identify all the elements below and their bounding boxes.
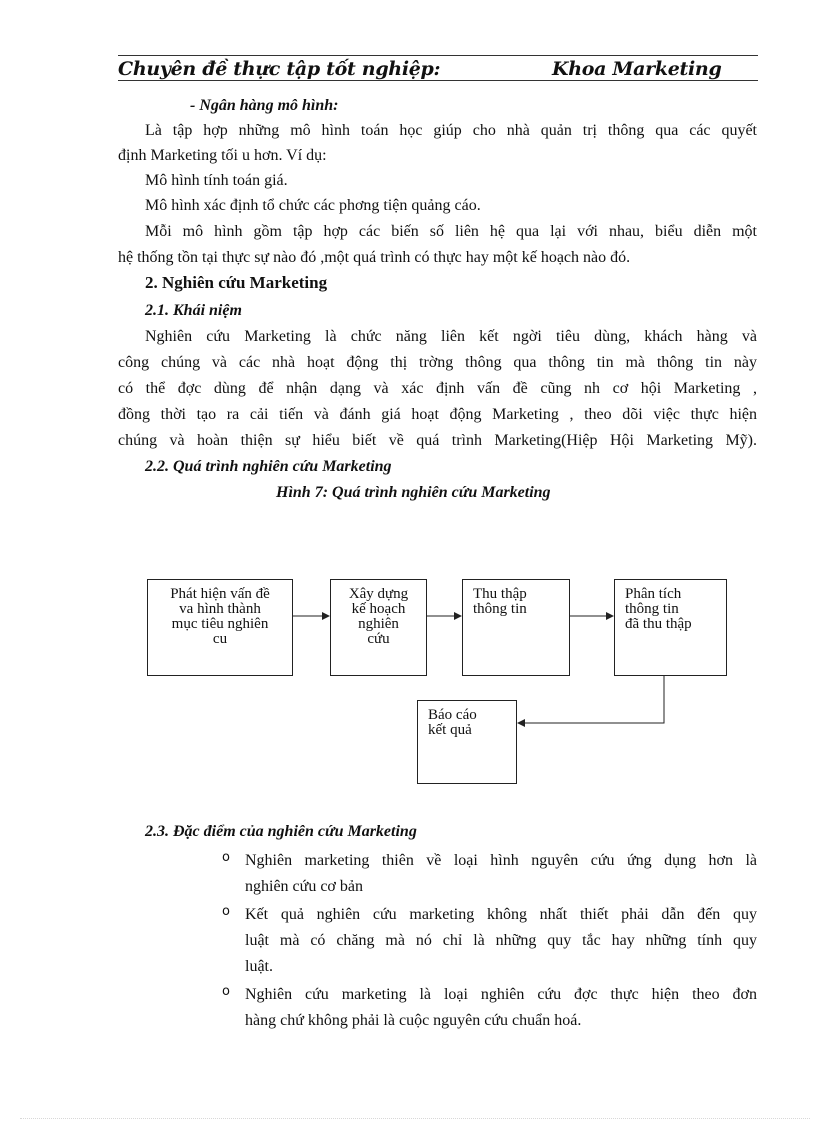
box4-line3: đã thu thập [625,616,692,632]
header-faculty: Khoa Marketing [552,58,722,80]
section-2-title: 2. Nghiên cứu Marketing [145,273,328,292]
model-bank-heading: - Ngân hàng mô hình: [190,97,339,114]
bullet-3-marker: o [222,984,230,999]
box2-line4: cứu [367,631,390,647]
bullet-2-marker: o [222,904,230,919]
section-2-3-title: 2.3. Đặc điểm của nghiên cứu Marketing [145,823,417,840]
section-2-1-line1: Nghiên cứu Marketing là chức năng liên kết ngời tiêu dùng, khách hàng và [145,328,757,345]
bullet-2-line3: luật. [245,958,273,975]
box3-line2: thông tin [473,601,527,617]
box5-line2: kết quả [428,722,472,738]
bullet-3-line2: hàng chứ không phải là cuộc nguyên cứu chuẩn hoá. [245,1012,582,1029]
box2-line3: nghiên [358,616,399,632]
bullet-1-line2: nghiên cứu cơ bản [245,878,363,895]
bullet-2-line1: Kết quả nghiên cứu marketing không nhất thiết phải dẫn đến quy [245,906,757,923]
page-bottom-dotted-edge [20,1118,810,1120]
box1-line1: Phát hiện vấn đề [170,586,270,602]
bullet-2-line2: luật mà có chăng mà nó chỉ là những quy tắc hay những tính quy [245,932,757,949]
box1-line2: va hình thành [179,601,261,617]
bullet-3-line1: Nghiên cứu marketing là loại nghiên cứu đợc thực hiện theo đơn [245,986,757,1003]
model-bank-para1-line2: định Marketing tối u hơn. Ví dụ: [118,147,327,164]
section-2-1-title: 2.1. Khái niệm [145,302,242,319]
box2-line1: Xây dựng [348,586,409,602]
box5-line1: Báo cáo [428,707,477,723]
model-bank-para2-line2: hệ thống tồn tại thực sự nào đó ,một quá trình có thực hay một kế hoạch nào đó. [118,249,631,266]
section-2-2-title: 2.2. Quá trình nghiên cứu Marketing [145,458,392,475]
box1-line4: cu [212,631,228,647]
bullet-1-marker: o [222,850,230,865]
model-bank-para2-line1: Mỗi mô hình gồm tập hợp các biến số liên hệ qua lại với nhau, biểu diễn một [145,223,757,240]
section-2-1-line4: đồng thời tạo ra cải tiến và đánh giá hoạt động Marketing , theo dõi việc thực hiện [118,406,757,423]
section-2-1-line5: chúng và hoàn thiện sự hiểu biết về quá trình Marketing(Hiệp Hội Marketing Mỹ). [118,432,757,449]
model-bank-example1: Mô hình tính toán giá. [145,172,288,189]
box4-line1: Phân tích [625,586,682,602]
box2-line2: kế hoạch [351,601,406,617]
model-bank-para1-line1: Là tập hợp những mô hình toán học giúp cho nhà quản trị thông qua các quyết [145,122,757,139]
bullet-1-line1: Nghiên marketing thiên về loại hình nguyên cứu ứng dụng hơn là [245,852,757,869]
header-document-title: Chuyên đề thực tập tốt nghiệp: [118,58,441,80]
section-2-1-line2: công chúng và các nhà hoạt động thị trờng thông qua thông tin mà thông tin này [118,354,757,371]
section-2-1-line3: có thể đợc dùng để nhận dạng và xác định vấn đề cũng nh cơ hội Marketing , [118,380,757,397]
model-bank-example2: Mô hình xác định tổ chức các phơng tiện quảng cáo. [145,197,481,214]
box1-line3: mục tiêu nghiên [171,616,269,632]
box3-line1: Thu thập [473,586,527,602]
arrow-box4-to-box5 [518,676,664,723]
figure-caption: Hình 7: Quá trình nghiên cứu Marketing [276,484,551,501]
box4-line2: thông tin [625,601,679,617]
